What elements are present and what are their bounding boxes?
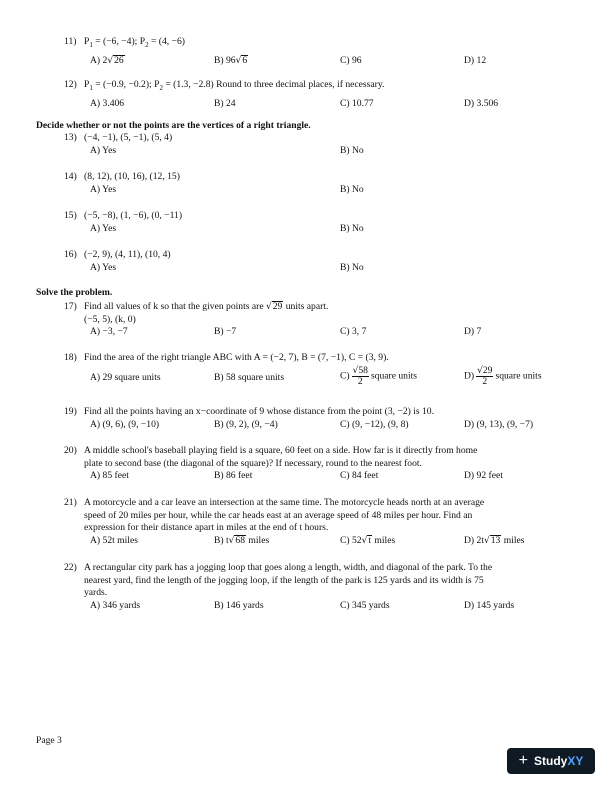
studyxy-badge[interactable] xyxy=(507,748,595,774)
question-text: 16) (−2, 9), (4, 11), (10, 4) xyxy=(64,249,171,260)
badge-text-xy: XY xyxy=(567,753,584,768)
question-text: 17) Find all values of k so that the given points are √29 units apart. xyxy=(64,301,329,312)
question-text-line: nearest yard, find the length of the jogging loop, if the length of the park is 125 yards and its width is 75 xyxy=(84,574,484,586)
question-12 xyxy=(64,79,564,111)
option-a: A) 29 square units xyxy=(90,371,161,383)
option-a: A) 52t miles xyxy=(90,534,138,546)
option-b: B) 24 xyxy=(214,98,236,110)
option-b: B) (9, 2), (9, −4) xyxy=(214,418,278,430)
radical-icon: √ xyxy=(361,535,368,546)
option-c: C) 84 feet xyxy=(340,470,379,481)
plus-icon: + xyxy=(518,751,528,769)
question-text-line: expression for their distance apart in miles at the end of t hours. xyxy=(84,522,329,533)
question-13 xyxy=(64,132,564,158)
option-a: A) Yes xyxy=(90,144,117,156)
section-heading: Solve the problem. xyxy=(36,287,113,298)
radical-icon: √ xyxy=(477,365,483,376)
radical-icon: √ xyxy=(235,56,242,67)
radical-icon: √ xyxy=(265,302,272,312)
question-text: 13) (−4, −1), (5, −1), (5, 4) xyxy=(64,132,173,143)
question-text: 20) A middle school's baseball playing field is a square, 60 feet on a side. How far is it directly from home xyxy=(64,445,478,456)
option-c: C) $\frac{√58}{2}$ square units xyxy=(340,364,418,387)
option-b: B) No xyxy=(340,261,364,273)
question-text: 19) Find all the points having an x−coordinate of 9 whose distance from the point (3, −2) is 10. xyxy=(64,406,435,417)
option-b: B) 146 yards xyxy=(214,599,264,611)
option-d: D) 12 xyxy=(464,55,487,67)
question-text-line: yards. xyxy=(84,587,108,598)
question-text: 21) A motorcycle and a car leave an intersection at the same time. The motorcycle heads north at an average xyxy=(64,497,485,508)
question-11 xyxy=(64,36,564,68)
question-16 xyxy=(64,249,564,275)
radical-icon: √ xyxy=(483,535,490,546)
question-15 xyxy=(64,210,564,236)
option-b: B) 86 feet xyxy=(214,470,253,481)
question-21 xyxy=(64,497,564,548)
question-text: 15) (−5, −8), (1, −6), (0, −11) xyxy=(64,210,183,221)
question-text: 14) (8, 12), (10, 16), (12, 15) xyxy=(64,171,180,182)
option-d: D) $\frac{√29}{2}$ square units xyxy=(464,364,542,387)
option-a: A) 346 yards xyxy=(90,599,141,611)
option-a: A) 2√26 xyxy=(90,55,124,67)
option-a: A) 85 feet xyxy=(90,470,129,481)
option-d: D) 2t√13 miles xyxy=(464,534,525,546)
option-d: D) 7 xyxy=(464,326,482,337)
option-a: A) Yes xyxy=(90,183,117,195)
option-c: C) 96 xyxy=(340,55,362,67)
badge-text-study: Study xyxy=(533,753,568,768)
question-19 xyxy=(64,406,564,432)
section-heading: Decide whether or not the points are the vertices of a right triangle. xyxy=(36,120,311,131)
question-20 xyxy=(64,445,564,483)
option-d: D) 3.506 xyxy=(464,98,499,110)
question-14 xyxy=(64,171,564,197)
option-c: C) 10.77 xyxy=(340,98,374,110)
option-b: B) No xyxy=(340,222,364,234)
question-text: 11) $P_1 = (-6$, −4); $P_2 = (4$, −6) xyxy=(64,36,185,49)
option-c: C) 345 yards xyxy=(340,599,390,611)
question-22 xyxy=(64,562,564,613)
question-text: 18) Find the area of the right triangle ABC with A = (−2, 7), B = (7, −1), C = (3, 9). xyxy=(64,352,389,363)
option-d: D) 145 yards xyxy=(464,599,515,611)
question-text-line: plate to second base (the diagonal of the square)? If necessary, round to the nearest foot. xyxy=(84,457,422,469)
option-b: B) 58 square units xyxy=(214,371,285,383)
question-18 xyxy=(64,352,564,394)
question-text-line: speed of 20 miles per hour, while the car heads east at an average speed of 48 miles per hour. Find an xyxy=(84,509,473,521)
option-b: B) No xyxy=(340,183,364,195)
option-a: A) Yes xyxy=(90,261,117,273)
option-a: A) Yes xyxy=(90,222,117,234)
radical-icon: √ xyxy=(228,535,235,546)
question-17 xyxy=(64,301,564,339)
option-d: D) (9, 13), (9, −7) xyxy=(464,418,534,430)
radical-icon: √ xyxy=(352,365,359,376)
option-c: C) 3, 7 xyxy=(340,326,367,337)
option-b: B) No xyxy=(340,144,364,156)
question-text: 22) A rectangular city park has a jogging loop that goes along a length, width, and diagonal of the park. To the xyxy=(64,562,493,573)
radical-icon: √ xyxy=(107,56,114,67)
option-d: D) 92 feet xyxy=(464,470,503,481)
option-b: B) t√68 miles xyxy=(214,534,270,546)
question-text-line: (−5, 5), (k, 0) xyxy=(84,313,136,325)
option-a: A) 3.406 xyxy=(90,98,125,110)
option-a: A) (9, 6), (9, −10) xyxy=(90,418,160,430)
option-c: C) 52√t miles xyxy=(340,534,396,546)
option-c: C) (9, −12), (9, 8) xyxy=(340,418,409,430)
question-text: 12) $P_1 = (-0.9$, −0.2); $P_2 = (1.3$, −2.8) Round to three decimal places, if necessary. xyxy=(64,79,385,92)
option-b: B) −7 xyxy=(214,326,237,337)
option-b: B) 96√6 xyxy=(214,55,248,67)
page-number: Page 3 xyxy=(36,735,62,746)
option-a: A) −3, −7 xyxy=(90,326,128,337)
